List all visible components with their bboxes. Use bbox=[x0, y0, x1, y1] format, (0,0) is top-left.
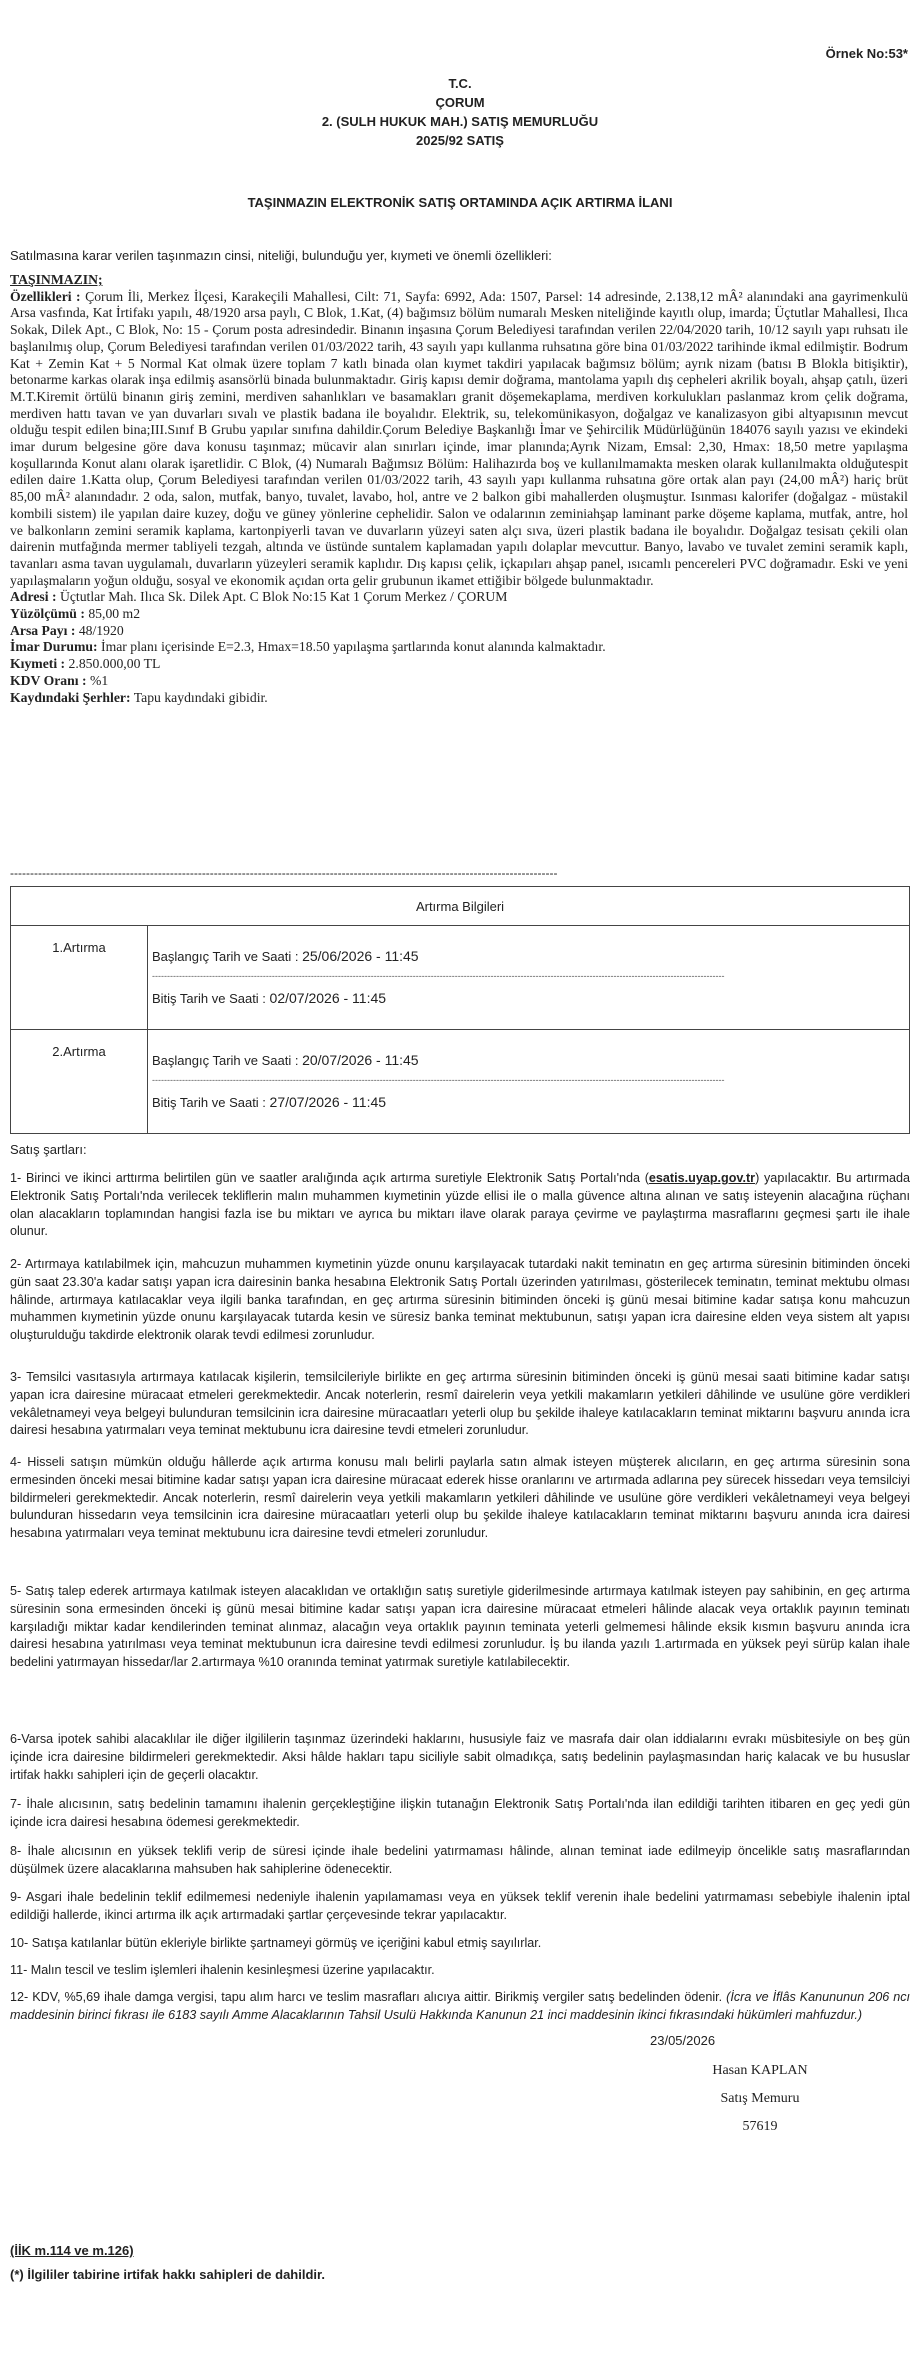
condition-5: 5- Satış talep ederek artırmaya katılmak isteyen alacaklıdan ve ortaklığın satış suretiyle giderilmesinde artırmaya katılmak isteyen pay sahibinin, en geç artırma süresinin sona ermesinden önceki iş günü mesai bitimine kadar satışı yapan icra dairesine müracaat etmeleri hâlinde alacak veya ortaklık payının teminatı karşıladığı miktar kadar kendilerinden teminat alınmaz, alacağın veya ortaklık payının teminata yeterli gelmemesi hâlinde eksik kısmın başvuru anında icra dairesi hesabına yatırılması veya teminat mektubunun icra dairesine tevdi edilmesi zorunludur. İş bu ilanda yazılı 1.artırmada en yüksek peyi sürüp kalan ihale bedelini yatırmayan hissedar/lar 2.artırmaya %10 oranında teminat yatırmak suretiyle katılabilecektir. bbox=[10, 1584, 910, 1670]
features-label: Özellikleri : bbox=[10, 288, 81, 304]
officer-number: 57619 bbox=[742, 2119, 778, 2134]
condition-8: 8- İhale alıcısının en yüksek teklifi verip de süresi içinde ihale bedelini yatırmaması hâlinde, alınan teminat iade edilmeyip öncelikle satış masraflarından düşülmek üzere alacaklarına mahsuben hak sahiplerine ödenecektir. bbox=[10, 1844, 910, 1876]
property-area: Yüzölçümü : 85,00 m2 bbox=[10, 606, 141, 622]
intro-text: Satılmasına karar verilen taşınmazın cinsi, niteliği, bulunduğu yer, kıymeti ve önemli özellikleri: bbox=[10, 248, 552, 263]
esatis-link[interactable]: esatis.uyap.gov.tr bbox=[648, 1171, 756, 1185]
footnote: (*) İlgililer tabirine irtifak hakkı sahipleri de dahildir. bbox=[10, 2267, 325, 2282]
auction-table bbox=[10, 886, 910, 1134]
auction-name: 1.Artırma bbox=[11, 926, 148, 1030]
property-features bbox=[10, 289, 908, 590]
officer-title: Satış Memuru bbox=[720, 2091, 800, 2106]
auction-start: Başlangıç Tarih ve Saati : 20/07/2026 - 11:45 bbox=[152, 1052, 419, 1068]
law-reference: (İİK m.114 ve m.126) bbox=[10, 2243, 134, 2258]
property-address: Adresi : Üçtutlar Mah. Ilıca Sk. Dilek Apt. C Blok No:15 Kat 1 Çorum Merkez / ÇORUM bbox=[10, 589, 508, 605]
property-value: Kıymeti : 2.850.000,00 TL bbox=[10, 656, 161, 672]
auction-start: Başlangıç Tarih ve Saati : 25/06/2026 - 11:45 bbox=[152, 948, 419, 964]
header-line-city: ÇORUM bbox=[435, 95, 485, 110]
header-line-tc: T.C. bbox=[448, 76, 472, 91]
property-notes: Kaydındaki Şerhler: Tapu kaydındaki gibidir. bbox=[10, 689, 268, 705]
document-header bbox=[0, 74, 920, 150]
property-heading: TAŞINMAZIN; bbox=[10, 272, 103, 287]
condition-10: 10- Satışa katılanlar bütün ekleriyle birlikte şartnameyi görmüş ve içeriğini kabul etmiş sayılırlar. bbox=[10, 1936, 542, 1950]
auction-end: Bitiş Tarih ve Saati : 02/07/2026 - 11:45 bbox=[152, 990, 387, 1006]
header-line-office: 2. (SULH HUKUK MAH.) SATIŞ MEMURLUĞU bbox=[321, 114, 599, 129]
property-kdv: KDV Oranı : %1 bbox=[10, 672, 109, 688]
property-details bbox=[10, 272, 908, 706]
conditions-heading: Satış şartları: bbox=[10, 1142, 87, 1157]
condition-6: 6-Varsa ipotek sahibi alacaklılar ile diğer ilgililerin taşınmaz üzerindeki haklarını, hususiyle faiz ve masrafa dair olan iddialarını evrakı müsbitesiyle on beş gün içinde icra dairesine bildirmeleri gerekmektedir. Aksi hâlde hakları tapu siciliyle sabit olmadıkça, satış bedelinin paylaşmasından hariç kalacak ve bu hususlar irtifak hakkı sahipleri için de geçerli olacaktır. bbox=[10, 1732, 910, 1782]
section-divider: ----------------------------------------------------------------------------------------------------------------------------------------- bbox=[10, 866, 558, 880]
table-row: 2.Artırma Başlangıç Tarih ve Saati : 20/07/2026 - 11:45 ----------------------------------------------------------------------------------------------------------------------------------------------------------------------------------------------- Bitiş Tarih ve Saati : 27/07/2026 - 11:45 bbox=[11, 1030, 910, 1134]
signature-date: 23/05/2026 bbox=[650, 2033, 716, 2048]
condition-2: 2- Artırmaya katılabilmek için, mahcuzun muhammen kıymetinin yüzde onunu karşılayacak tutardaki nakit teminatın en geç artırma süresinin bitiminden önceki gün saat 23.30'a kadar satışı yapan icra dairesinin banka hesabına Elektronik Satış Portalı üzerinden yatırılması, gösterilecek teminatın, teminat mektubu olması hâlinde, artırmaya katılacaklar veya ilgili banka tarafından, en geç artırma süresinin bitiminden önceki iş günü mesai bitimine kadar satışa konu mahcuzun muhammen kıymetinin yüzde onunu karşılayacak tutarda kesin ve süresiz banka teminat mektubunun, satışı yapan icra dairesine elden veya sistem alt yapısı oluşturulduğu takdirde elektronik olarak tevdi edilmesi zorunludur. bbox=[10, 1257, 910, 1343]
signature-block bbox=[690, 2057, 830, 2141]
page-title: TAŞINMAZIN ELEKTRONİK SATIŞ ORTAMINDA AÇIK ARTIRMA İLANI bbox=[247, 195, 673, 210]
property-share: Arsa Payı : 48/1920 bbox=[10, 622, 124, 638]
auction-table-title: Artırma Bilgileri bbox=[11, 887, 910, 926]
table-row: 1.Artırma Başlangıç Tarih ve Saati : 25/06/2026 - 11:45 ----------------------------------------------------------------------------------------------------------------------------------------------------------------------------------------------- Bitiş Tarih ve Saati : 02/07/2026 - 11:45 bbox=[11, 926, 910, 1030]
auction-name: 2.Artırma bbox=[11, 1030, 148, 1134]
property-zoning: İmar Durumu: İmar planı içerisinde E=2.3, Hmax=18.50 yapılaşma şartlarında konut alanında kalmaktadır. bbox=[10, 639, 606, 655]
condition-1: 1- Birinci ve ikinci arttırma belirtilen gün ve saatler aralığında açık artırma suretiyle Elektronik Satış Portalı'nda (esatis.uyap.gov.tr) yapılacaktır. Bu artırmada Elektronik Satış Portalı'nda verilecek tekliflerin malın muhammen kıymetinin yüzde ellisi ile o malla güvence altına alınan ve satış isteyenin alacağına rüçhanı olan alacakların toplamından hangisi fazla ise bu miktarı ve ayrıca bu miktarı ilave olarak paraya çevirme ve paylaştırma masraflarını geçmesi şartı ile ihale olunur. bbox=[10, 1171, 910, 1239]
auction-end: Bitiş Tarih ve Saati : 27/07/2026 - 11:45 bbox=[152, 1094, 387, 1110]
condition-9: 9- Asgari ihale bedelinin teklif edilmemesi nedeniyle ihalenin yapılamaması veya en yüksek teklif verenin ihale bedelini yatırmaması sebebiyle ihalenin iptal edildiği hallerde, ikinci artırma ilk açık artırmadaki şartlar çerçevesinde tekrar yapılacaktır. bbox=[10, 1890, 910, 1922]
sample-number: Örnek No:53* bbox=[825, 46, 908, 61]
features-text: Çorum İli, Merkez İlçesi, Karakeçili Mahallesi, Cilt: 71, Sayfa: 6992, Ada: 1507, Parsel: 14 adresinde, 2.138,12 mÂ² alanındaki ana gayrimenkulü Arsa vasfında, Kat İrtifakı yapılı, 48/1920 arsa paylı, C Blok, 1.Kat, (4) bağımsız bölüm numaralı Mesken niteliğinde kayıtlı olup, imarda; Üçtutlar Mahallesi, Ilıca Sokak, Dilek Apt., C Blok, No: 15 - Çorum posta adresindedir. Binanın inşasına Çorum Belediyesi tarafından verilen 22/04/2020 tarih, 10/12 sayılı yapı ruhsatı ile başlanılmış olup, Çorum Belediyesi tarafından verilen 01/03/2022 tarih, 43 sayılı yapı kullanma ruhsatına göre bina 01/03/2022 tarihinde ikmal edilmiştir. Bodrum Kat + Zemin Kat + 5 Normal Kat olmak üzere toplam 7 katlı binada olan kıymet takdiri yapılacak bağımsız bölüm; ayrık nizam (batısı B Blokla bitişiktir), betonarme karkas olarak inşa edilmiş asansörlü binada bulunmaktadır. Giriş kapısı demir doğrama, mantolama yapılı dış cepheleri akrilik boyalı, ahşap çatılı, üzeri M.T.Kiremit örtülü binanın giriş zemini, merdiven sahanlıkları ve basamakları granit döşemekaplama, merdiven korkulukları paslanmaz krom çelik doğrama, merdiven hattı tavan ve yan duvarları sıvalı ve plastik badana ile boyalıdır. Elektrik, su, telekomünikasyon, doğalgaz ve kanalizasyon gibi altyapısının mevcut olduğu tespit edilen bina;III.Sınıf B Grubu yapılar sınıfına dahildir.Çorum Belediye Başkanlığı İmar ve Şehircilik Müdürlüğünün 184076 sayılı yazısı ve ekindeki imar durum belgesine göre dava konusu taşınmaz; mücavir alan sınırları içinde, imar planında;Ayrık Nizam, Emsal: 2,30, Hmax: 18,50 metre yapılaşma koşullarında Konut alanı olarak işaretlidir. C Blok, (4) Numaralı Bağımsız Bölüm: Halihazırda boş ve kullanılmamakta mesken olarak kullanılmakta olduğutespit edilen daire 1.Katta olup, Çorum Belediyesi tarafından verilen 01/03/2022 tarih, 43 sayılı yapı kullanma ruhsatına göre ortak alan payı (24,00 mÂ²) hariç brüt 85,00 mÂ² alanındadır. 2 oda, salon, mutfak, banyo, tuvalet, lavabo, hol, antre ve 2 balkon gibi mahallerden oluşmuştur. Isınması kalorifer (doğalgaz - müstakil kombili sistem) ile yapılan daire kuzey, doğu ve güney yönlerine cephelidir. Salon ve odalarının zeminiahşap laminant parke döşeme kaplama, mutfak, antre, hol ve balkonların zemini seramik kaplama, kartonpiyerli tavan ve duvarların yüzeyi saten alçı sıva, üzeri plastik badana ile boyalıdır. Doğalgaz tesisatı çekili olan dairenin mutfağında mermer tabliyeli tezgah, altında ve üstünde suntalem kaplamadan yapılı dolaplar mevcuttur. Banyo, lavabo ve tuvalet zemini seramik kaplı, tavanları asma tavan uygulamalı, duvarların yüzeyleri seramik kaplıdır. Dış kapısı çelik, içkapıları ahşap panel, ısıcamlı pencereleri PVC doğramadır. Eski ve yeni yapılaşmaların yoğun olduğu, sosyal ve ekonomik açıdan orta gelir grubunun ikamet ettiğibir bölgede bulunmaktadır. bbox=[10, 288, 908, 588]
header-line-file: 2025/92 SATIŞ bbox=[416, 133, 504, 148]
condition-4: 4- Hisseli satışın mümkün olduğu hâllerde açık artırma konusu malı belirli paylarla satın almak isteyen müşterek alıcıların, en geç artırma süresinin sona ermesinden önceki mesai bitimine kadar satışı yapan icra dairesine müracaat ederek hisse oranlarını ve artırmada adlarına pey sürecek hissedarı veya temsilciyi bildirmeleri gerekmektedir. Ancak noterlerin, resmî dairelerin veya yetkili makamların yetkileri dâhilinde ve usulüne göre verdikleri vekâletnameyi veya belgeyi bulunduran hissedarın veya temsilcinin icra dairesine müracaatları yeterli olup bu şekilde ihaleye katılacakların teminat miktarını başvuru anında icra dairesi hesabına yatırmaları veya teminat mektubunu icra dairesine tevdi etmeleri zorunludur. bbox=[10, 1455, 910, 1541]
condition-7: 7- İhale alıcısının, satış bedelinin tamamını ihalenin gerçekleştiğine ilişkin tutanağın Elektronik Satış Portalı'nda ilan edildiği tarihten itibaren en geç yedi gün içinde icra dairesi hesabına ödemesi gerekmektedir. bbox=[10, 1797, 910, 1829]
condition-11: 11- Malın tescil ve teslim işlemleri ihalenin kesinleşmesi üzerine yapılacaktır. bbox=[10, 1963, 435, 1977]
condition-3: 3- Temsilci vasıtasıyla artırmaya katılacak kişilerin, temsilcileriyle birlikte en geç artırma süresinin bitiminden önceki iş günü mesai saati bitimine kadar satışı yapan icra dairesine müracaat etmeleri gerekmektedir. Ancak noterlerin, resmî dairelerin veya yetkili makamların yetkileri dâhilinde ve usulüne göre verdikleri vekâletnameyi veya belgeyi bulunduran temsilcinin icra dairesine müracaatları yeterli olup bu şekilde ihaleye katılacakların teminat miktarını başvuru anında icra dairesi hesabına yatırmaları veya teminat mektubunu icra dairesine tevdi etmeleri zorunludur. bbox=[10, 1370, 910, 1438]
officer-name: Hasan KAPLAN bbox=[712, 2063, 808, 2078]
condition-12: 12- KDV, %5,69 ihale damga vergisi, tapu alım harcı ve teslim masrafları alıcıya aittir. Birikmiş vergiler satış bedelinden ödenir. (İcra ve İflâs Kanununun 206 ncı maddesinin birinci fıkrası ile 6183 sayılı Amme Alacaklarının Tahsil Usulü Hakkında Kanunun 21 inci maddesinin ikinci fıkrasındaki hükümleri mahfuzdur.) bbox=[10, 1990, 911, 2022]
